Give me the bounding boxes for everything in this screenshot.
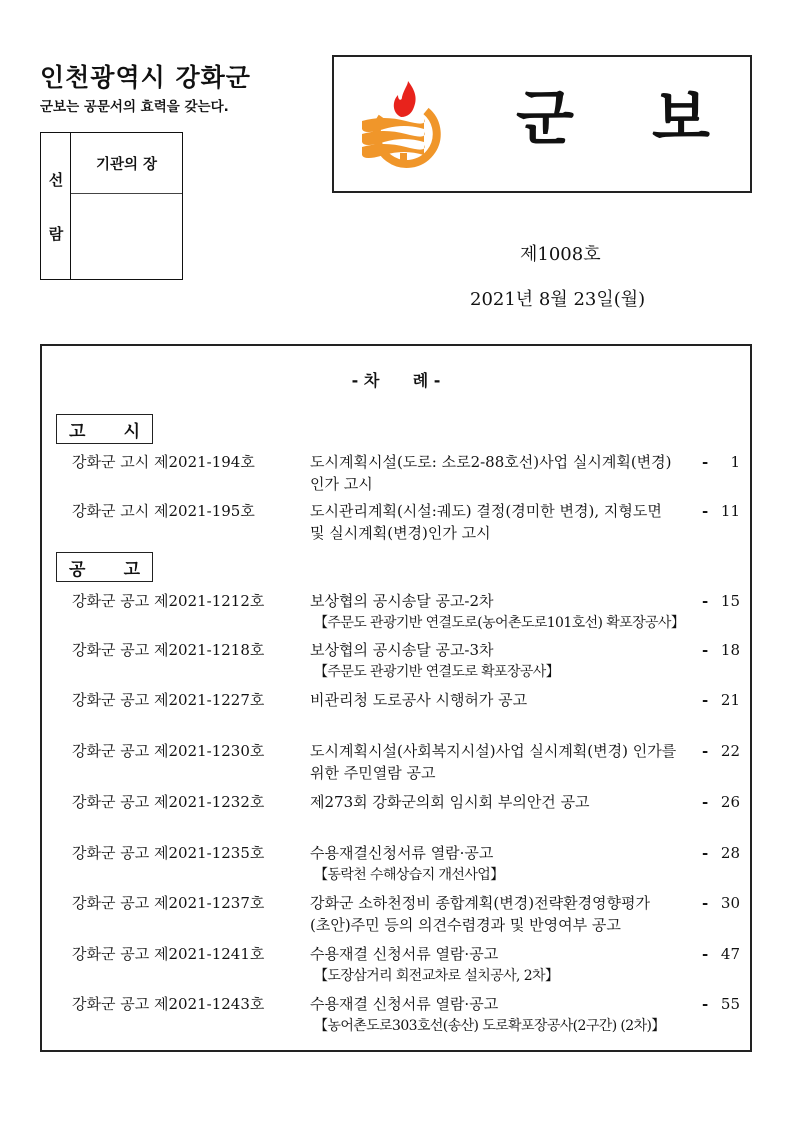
leader-dash: - bbox=[702, 453, 709, 471]
entry-number: 강화군 고시 제2021-195호 bbox=[72, 502, 255, 520]
review-side-column bbox=[41, 133, 71, 279]
entry-title: 보상협의 공시송달 공고-3차 bbox=[310, 641, 494, 659]
entry-number: 강화군 공고 제2021-1235호 bbox=[72, 844, 265, 862]
masthead-title-char-1: 군 bbox=[516, 84, 574, 154]
entry-title: 제273회 강화군의회 임시회 부의안건 공고 bbox=[310, 793, 590, 811]
entry-page: 11 bbox=[720, 502, 740, 520]
entry-title: 보상협의 공시송달 공고-2차 bbox=[310, 592, 494, 610]
section-label-char: 고 bbox=[69, 421, 86, 442]
organization-subtitle: 군보는 공문서의 효력을 갖는다. bbox=[40, 99, 229, 115]
issue-number: 제1008호 bbox=[520, 244, 601, 265]
entry-subtitle: 【주문도 관광기반 연결도로 확포장공사】 bbox=[314, 664, 560, 680]
entry-page: 18 bbox=[720, 641, 740, 659]
ganghwa-emblem-icon bbox=[354, 79, 454, 179]
entry-number: 강화군 공고 제2021-1237호 bbox=[72, 894, 265, 912]
entry-number: 강화군 공고 제2021-1232호 bbox=[72, 793, 265, 811]
entry-number: 강화군 공고 제2021-1212호 bbox=[72, 592, 265, 610]
section-label-char: 시 bbox=[123, 421, 140, 442]
entry-page: 47 bbox=[720, 945, 740, 963]
issue-date: 2021년 8월 23일(월) bbox=[470, 289, 646, 310]
masthead-title-char-2: 보 bbox=[652, 84, 710, 154]
entry-number: 강화군 공고 제2021-1243호 bbox=[72, 995, 265, 1013]
entry-title: 도시계획시설(도로: 소로2-88호선)사업 실시계획(변경) bbox=[310, 453, 672, 471]
leader-dash: - bbox=[702, 691, 709, 709]
entry-number: 강화군 공고 제2021-1241호 bbox=[72, 945, 265, 963]
leader-dash: - bbox=[702, 894, 709, 912]
section-label-notices bbox=[56, 414, 153, 444]
table-of-contents bbox=[40, 344, 752, 1052]
entry-subtitle: 【도장삼거리 회전교차로 설치공사, 2차】 bbox=[314, 968, 559, 984]
entry-page: 21 bbox=[720, 691, 740, 709]
entry-number: 강화군 공고 제2021-1227호 bbox=[72, 691, 265, 709]
review-side-label-top: 선 bbox=[48, 171, 64, 189]
entry-page: 22 bbox=[720, 742, 740, 760]
entry-title: 수용재결 신청서류 열람·공고 bbox=[310, 995, 499, 1013]
leader-dash: - bbox=[702, 945, 709, 963]
entry-number: 강화군 고시 제2021-194호 bbox=[72, 453, 255, 471]
review-column-header: 기관의 장 bbox=[71, 133, 182, 194]
entry-page: 30 bbox=[720, 894, 740, 912]
entry-page: 55 bbox=[720, 995, 740, 1013]
entry-title: 수용재결신청서류 열람·공고 bbox=[310, 844, 494, 862]
entry-page: 26 bbox=[720, 793, 740, 811]
entry-page: 28 bbox=[720, 844, 740, 862]
leader-dash: - bbox=[702, 742, 709, 760]
toc-heading: - 차 례 - bbox=[351, 371, 441, 390]
masthead bbox=[332, 55, 752, 193]
leader-dash: - bbox=[702, 502, 709, 520]
entry-page: 15 bbox=[720, 592, 740, 610]
leader-dash: - bbox=[702, 793, 709, 811]
leader-dash: - bbox=[702, 844, 709, 862]
entry-title-line2: 및 실시계획(변경)인가 고시 bbox=[310, 524, 491, 542]
entry-number: 강화군 공고 제2021-1218호 bbox=[72, 641, 265, 659]
entry-title: 도시계획시설(사회복지시설)사업 실시계획(변경) 인가를 bbox=[310, 742, 677, 760]
section-label-announcements bbox=[56, 552, 153, 582]
leader-dash: - bbox=[702, 641, 709, 659]
entry-number: 강화군 공고 제2021-1230호 bbox=[72, 742, 265, 760]
entry-title: 수용재결 신청서류 열람·공고 bbox=[310, 945, 499, 963]
review-side-label-bottom: 람 bbox=[48, 225, 64, 243]
entry-subtitle: 【동락천 수해상습지 개선사업】 bbox=[314, 867, 504, 883]
entry-title-line2: (초안)주민 등의 의견수렴경과 및 반영여부 공고 bbox=[310, 916, 621, 934]
leader-dash: - bbox=[702, 592, 709, 610]
section-label-char: 공 bbox=[69, 559, 86, 580]
leader-dash: - bbox=[702, 995, 709, 1013]
entry-title-line2: 위한 주민열람 공고 bbox=[310, 764, 436, 782]
entry-title-line2: 인가 고시 bbox=[310, 475, 373, 493]
entry-title: 강화군 소하천정비 종합계획(변경)전략환경영향평가 bbox=[310, 894, 651, 912]
section-label-char: 고 bbox=[123, 559, 140, 580]
organization-title: 인천광역시 강화군 bbox=[40, 63, 251, 92]
entry-title: 도시관리계획(시설:궤도) 결정(경미한 변경), 지형도면 bbox=[310, 502, 662, 520]
entry-subtitle: 【주문도 관광기반 연결도로(농어촌도로101호선) 확포장공사】 bbox=[314, 615, 685, 631]
review-table bbox=[40, 132, 183, 280]
entry-page: 1 bbox=[730, 453, 740, 471]
entry-subtitle: 【농어촌도로303호선(송산) 도로확포장공사(2구간) (2차)】 bbox=[314, 1018, 665, 1034]
entry-title: 비관리청 도로공사 시행허가 공고 bbox=[310, 691, 528, 709]
